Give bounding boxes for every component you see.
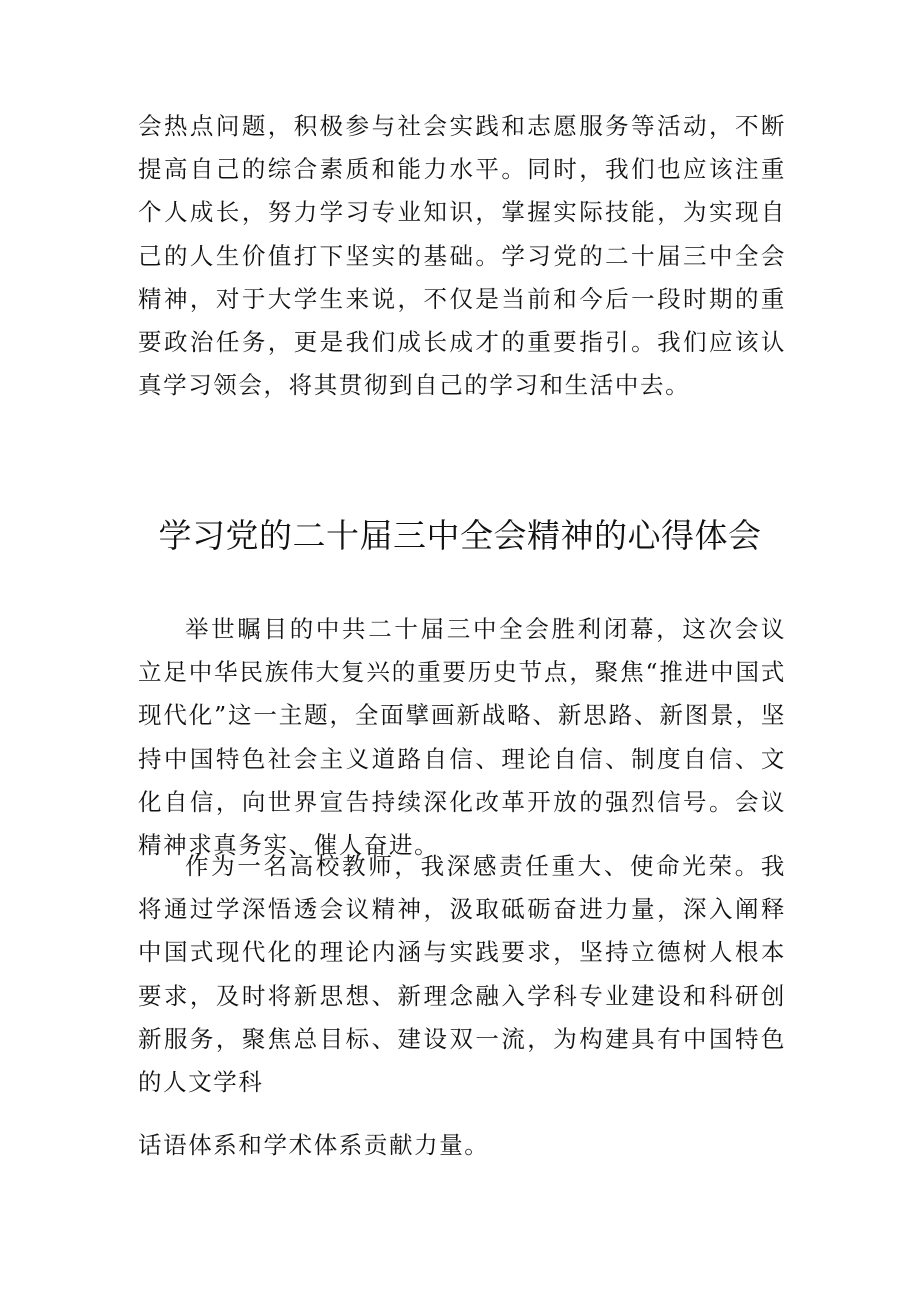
body-paragraph-2-tail: 话语体系和学术体系贡献力量。 — [138, 1131, 490, 1159]
body-paragraph-1: 举世瞩目的中共二十届三中全会胜利闭幕，这次会议立足中华民族伟大复兴的重要历史节点，聚焦“推进中国式现代化”这一主题，全面擘画新战略、新思路、新图景，坚持中国特色社会主义道路自信、理论自信、制度自信、文化自信，向世界宣告持续深化改革开放的强烈信号。会议精神求真务实、催人奋进。 — [138, 615, 786, 860]
continuation-paragraph: 会热点问题，积极参与社会实践和志愿服务等活动，不断提高自己的综合素质和能力水平。同时，我们也应该注重个人成长，努力学习专业知识，掌握实际技能，为实现自己的人生价值打下坚实的基础。学习党的二十届三中全会精神，对于大学生来说，不仅是当前和今后一段时期的重要政治任务，更是我们成长成才的重要指引。我们应该认真学习领会，将其贯彻到自己的学习和生活中去。 — [138, 112, 786, 400]
body-paragraph-2: 作为一名高校教师，我深感责任重大、使命光荣。我将通过学深悟透会议精神，汲取砥砺奋进力量，深入阐释中国式现代化的理论内涵与实践要求，坚持立德树人根本要求，及时将新思想、新理念融入学科专业建设和科研创新服务，聚焦总目标、建设双一流，为构建具有中国特色的人文学科 — [138, 852, 786, 1097]
document-title: 学习党的二十届三中全会精神的心得体会 — [158, 516, 762, 555]
